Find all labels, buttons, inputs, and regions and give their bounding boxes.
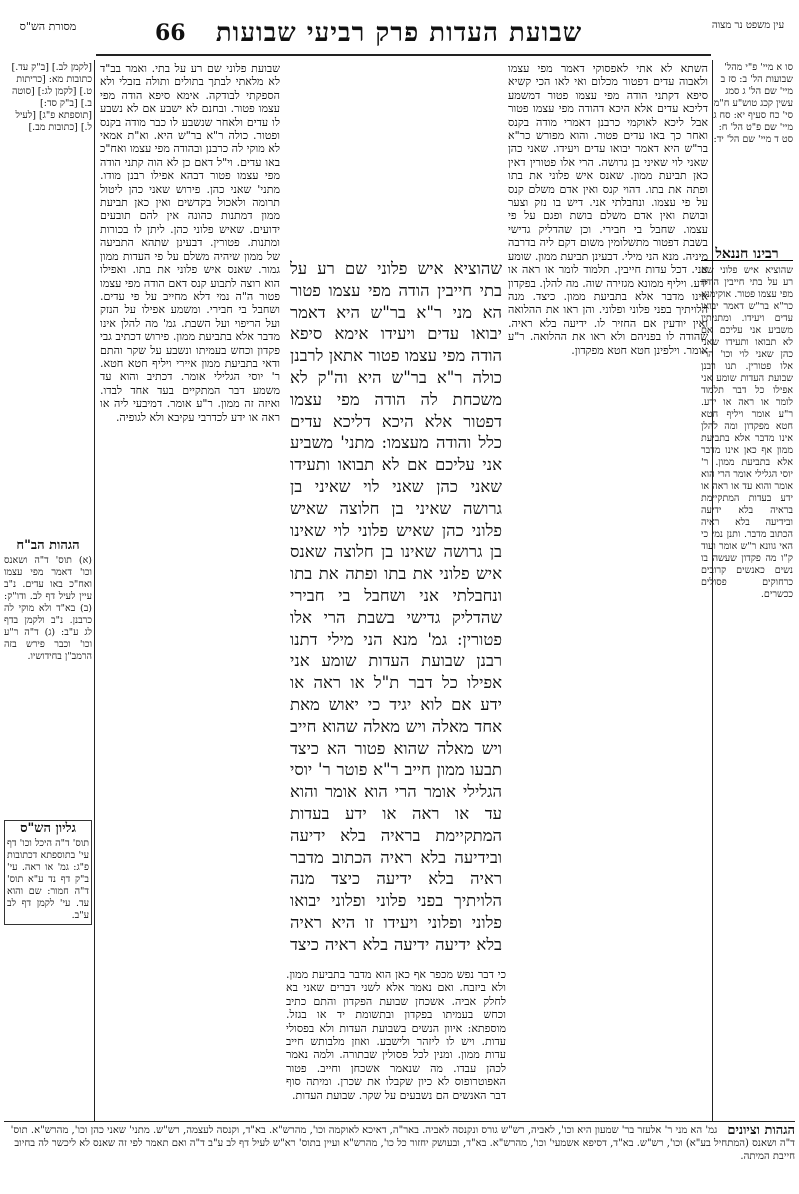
rabbenu-chananel-text: שהוציא איש פלוני שם רע על בתי חייבין הודה מפי עצמו פטור. אוקימנא כר"א בר"ש דאמר יבואו עדים ויעידו. ומתניתין משביע אני עליכם אם לא תבואו ותעידו שאני כהן שאני לוי וכו' הרי אלו פטורין. תנו רבנן שבועת העדות שומע אני אפילו כל דבר תלמוד לומר או ראה או ידע. ר"ע אומר ויליף חטא חטא מפקדון ומה להלן אינו מדבר אלא בתביעת ממון אף כאן אינו מדבר אלא בתביעת ממון. ר' יוסי הגלילי אומר הרי הוא אומר והוא עד או ראה או ידע בעדות המתקיימת בראיה בלא ידיעה ובידיעה בלא ראיה הכתוב מדבר. ותנן נמי כי האי גוונא ר"ש אומר ועוד ק"ו מה פקדון שעשה בו נשים כאנשים קרובים כרחוקים פסולים ככשרים. <box>700 265 793 600</box>
hagahot-habach-box <box>4 540 92 663</box>
tosafot-commentary: שבועת פלוני שם רע על בתי. ואמר בב"ד לא מלאתי לבתך בתולים ותולה בזבלי ולא הספקתי לבודקה. אימא סיפא הודה מפי עצמו פטור. ובחנם לא ישבע אם לא נשבע לו עדים ולאחר שנשבע לו כבר מודה בקנס ופטור. כולה ר"א בר"ש היא. וא"ת אמאי לא מוקי לה כרבנן ובהודה מפי עצמו ואח"כ באו עדים. וי"ל דאם כן לא הוה קתני הודה מפי עצמו פטור דבהא אפילו רבנן מודו. מתני' שאני כהן. פירוש שאני כהן ליטול תרומה ולאכול בקדשים ואין כאן תביעת ממון דמתנות כהונה אין להם תובעים ידועים. שאיש פלוני כהן. ליתן לו בכורות ומתנות. פטורין. דבעינן שתהא התביעה של ממון שיהיה משלם על פי העדות ממון גמור. שאנס איש פלוני את בתו. ואפילו הוא רוצה לתבוע קנס דאם הודה מפי עצמו פטור ה"ה נמי דלא מחייב על פי עדים. ושחבל בי חבירי. ומשמע אפילו על הנזק ועל הריפוי ועל השבת. גמ' מה להלן אינו מדבר אלא בתביעת ממון. פירוש דכתיב גבי פקדון וכחש בעמיתו ונשבע על שקר והתם ודאי בתביעת ממון איירי ויליף חטא חטא. ר' יוסי הגלילי אומר. דכתיב והוא עד משמע דבר המתקיים בעד אחד לבדו. ואיזה זה ממון. ר"ע אומר. דמיבעי ליה או ראה או ידע לכדרבי עקיבא ולא לגופיה. <box>100 62 280 424</box>
gemara-continuation: כי דבר נפש מכפר אף כאן הוא מדבר בתביעת ממון. ולא ביזבח. ואם נאמר אלא לשני דברים שאני בא לחלק אביה. אשכחן שבועת הפקדון והתם כתיב וכחש בעמיתו בפקדון ובתשומת יד או בגזל. מוספתא: איוון הנשים בשבועת העדות ולא בפסולי עדות. ויש לו ליזהר ולישבע. ואוזן מלבותש חייב עדות ממון. ומנין לכל פסולין שבתורה. ולמה נאמר לכהן עבדו. מה שנאמר אשכחן וחייב. פטור האפוטרופוס לא כיון שקבלו את שכרן. ומיתה סוף דבר האנשים הם נשבעים על שקר. שבועת העדות. <box>286 968 506 1102</box>
page-number: 66 <box>155 20 186 46</box>
header-rule <box>96 54 711 56</box>
page-title: שבועת העדות פרק רביעי שבועות <box>215 18 583 48</box>
hagahot-text: גמ' הא מני ר' אלעזר בר' שמעון היא וכו', לאביה, רש"ש גורס ונקנסה לאביה. באר"ה, דאיכא לאוקמה וכו', מהרש"א. בא"ד, וקנסה לעצמה, רש"ש. מתני' שאני כהן וכו', מהרש"א. תוס' ד"ה ושאנס (המתחיל בע"א) וכו', רש"ש. בא"ד, דסיפא אשמעי' וכו', מהרש"א. בא"ד, ובעושק יחזור כל כו', מהרש"א ועיין בתוס' רא"ש לעיל דף לב ע"ב ד"ה ואם תאמר לפי זה שאנס לא ליכשר לה בחיוב חייבת המיתה. <box>10 1125 795 1162</box>
gilyon-hashas-text: תוס' ד"ה היכל וכו' דף עי' בתוספתא דכתובות פ"ג: גמ' או ראה. עי' ב"ק דף נד ע"א תוס' ד"ה חמור: שם והוא עד. עי' לקמן דף לב ע"ב. <box>7 838 89 921</box>
gilyon-hashas-title: גליון הש"ס <box>20 821 76 836</box>
hagahot-habach-title: הגהות הב"ח <box>16 538 80 553</box>
hagahot-title: הגהות וציונים <box>727 1123 795 1138</box>
hagahot-habach-text: (א) תוס' ד"ה ושאנס וכו' דאמר מפי עצמו ואח"כ באו עדים. נ"ב עיין לעיל דף לב. ודו"ק: (ב) בא"ד ולא מוקי לה כרבנן. נ"ב ולקמן בדף לג ע"ב: (ג) ד"ה ר"ע וכו' וכבר פירש בזה הרמב"ן בחידושיו. <box>4 555 92 662</box>
hagahot-vetziyunim <box>4 1124 795 1184</box>
ein-mishpat-heading: עין משפט נר מצוה <box>711 20 785 31</box>
gemara-main-text: שהוציא איש פלוני שם רע על בתי חייבין הודה מפי עצמו פטור הא מני ר"א בר"ש היא דאמר יבואו עדים ויעידו אימא סיפא הודה מפי עצמו פטור אתאן לרבנן כולה ר"א בר"ש היא וה"ק לא משכחת לה הודה מפי עצמו דפטור אלא היכא דליכא עדים כלל והודה מעצמו: מתני' משביע אני עליכם אם לא תבואו ותעידו שאני כהן שאני לוי שאיני בן גרושה שאיני בן חלוצה שאיש פלוני כהן שאיש פלוני לוי שאינו בן גרושה שאינו בן חלוצה שאנס איש פלוני את בתו ופתה את בתו ונחבלתי אני ושחבל בי חבירי שהדליק גדישי בשבת הרי אלו פטורין: גמ' מנא הני מילי דתנו רבנן שבועת העדות שומע אני אפילו כל דבר ת"ל או ראה או ידע אם לוא יגיד כי יאוש מאת אחד מאלה ויש מאלה שהוא חייב ויש מאלה שהוא פטור הא כיצד תבעו ממון חייב ר"א פוטר ר' יוסי הגלילי אומר הרי הוא אומר והוא עד או ראה או ידע בעדות המתקיימת בראיה בלא ידיעה ובידיעה בלא ראיה הכתוב מדבר ראיה בלא ידיעה כיצד מנה הלויתיך בפני פלוני ופלוני יבואו פלוני ופלוני ויעידו זו היא ראיה בלא ידיעה ידיעה בלא ראיה כיצד <box>290 259 502 954</box>
mesoret-notes: [לקמן לב.] [ב"ק עד.] כתובות מא: [כריתות ט.] [לקמן לג:] [סוטה ב.] [ב"ק סד:] [תוספתא פ"ג] [לעיל ל.] [כתובות מב.] <box>11 62 92 133</box>
divider-left <box>94 60 95 1122</box>
mesoret-heading: מסורת הש"ס <box>19 20 77 33</box>
rashi-commentary: השתא לא אתי לאפסוקי דאמר מפי עצמו ולאבוה עדים דפטור מכלום ואי לאו הכי קשיא סיפא דקתני הודה מפי עצמו פטור דמשמע דליכא עדים אלא היכא דהודה מפי עצמו פטור אבל ליכא לאוקמי כרבנן דאמרי מודה בקנס ואחר כך באו עדים פטור. והוא מפורש כר"א בר"ש היא דאמר יבואו עדים ויעידו. שאני כהן שאני לוי שאיני בן גרושה. הרי אלו פטורין דאין כאן תביעת ממון. שאנס איש פלוני את בתו ופתה את בתו. דהוי קנס ואין אדם משלם קנס על פי עצמו. ונחבלתי אני. דיש בו נזק וצער ובושת ואין אדם משלם בושת ופגם על פי עצמו. שחבל בי חבירי. וכן שהדליק גדישי בשבת דפטור מתשלומין משום דקם ליה בדרבה מיניה. מנא הני מילי. דבעינן תביעת ממון. שומע אני. דכל עדות חייבין. תלמוד לומר או ראה או ידע. ויליף ממונא מגזירה שוה. מה להלן. בפקדון אינו מדבר אלא בתביעת ממון. כיצד. מנה הלויתיך בפני פלוני ופלוני. והן ראו את ההלואה ואין יודעין אם החזיר לו. ידיעה בלא ראיה. שהודה לו בפניהם ולא ראו את ההלואה. ר"ע אומר. וילפינן חטא חטא מפקדון. <box>508 62 708 357</box>
rabbenu-chananel-title: רבינו חננאל <box>701 248 793 261</box>
gilyon-hashas-box <box>4 820 92 925</box>
ein-mishpat-notes: סו א מיי' פ"י מהל' שבועות הל' ב: סז ב מיי' שם הל' ג סמג עשין קכג טוש"ע ח"מ סי' כח סעיף יא: סח ג מיי' שם פ"ט הל' ח: סט ד מיי' שם הל' יד: <box>713 62 793 145</box>
bottom-rule <box>4 1121 795 1122</box>
rabbenu-chananel <box>701 248 793 601</box>
page-header <box>0 14 799 52</box>
